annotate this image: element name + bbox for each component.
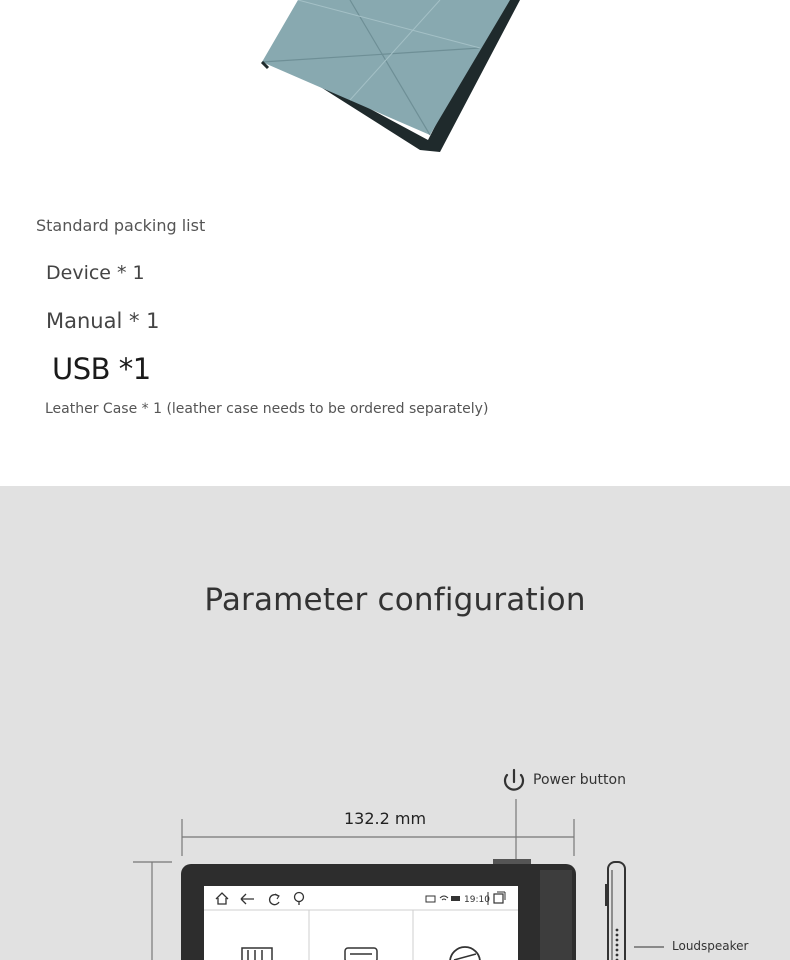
parameter-title: Parameter configuration [204,582,586,618]
width-dimension-label: 132.2 mm [344,809,427,828]
leather-case-image [0,0,790,170]
packing-item-leather-case: Leather Case * 1 (leather case needs to be ordered separately) [45,401,489,417]
power-button-label: Power button [533,772,626,788]
loudspeaker-label: Loudspeaker [672,939,749,953]
packing-item-usb: USB *1 [52,352,151,386]
power-icon [505,770,523,790]
device-front-view [181,859,576,960]
packing-item-device: Device * 1 [46,262,145,284]
packing-list-title: Standard packing list [36,216,206,235]
device-side-view [605,862,664,960]
device-diagram [0,486,790,960]
parameter-section [0,486,790,960]
packing-item-manual: Manual * 1 [46,309,160,333]
loudspeaker-grille [616,929,619,960]
status-time: 19:10 [464,895,490,905]
height-dimension-line [133,862,172,960]
